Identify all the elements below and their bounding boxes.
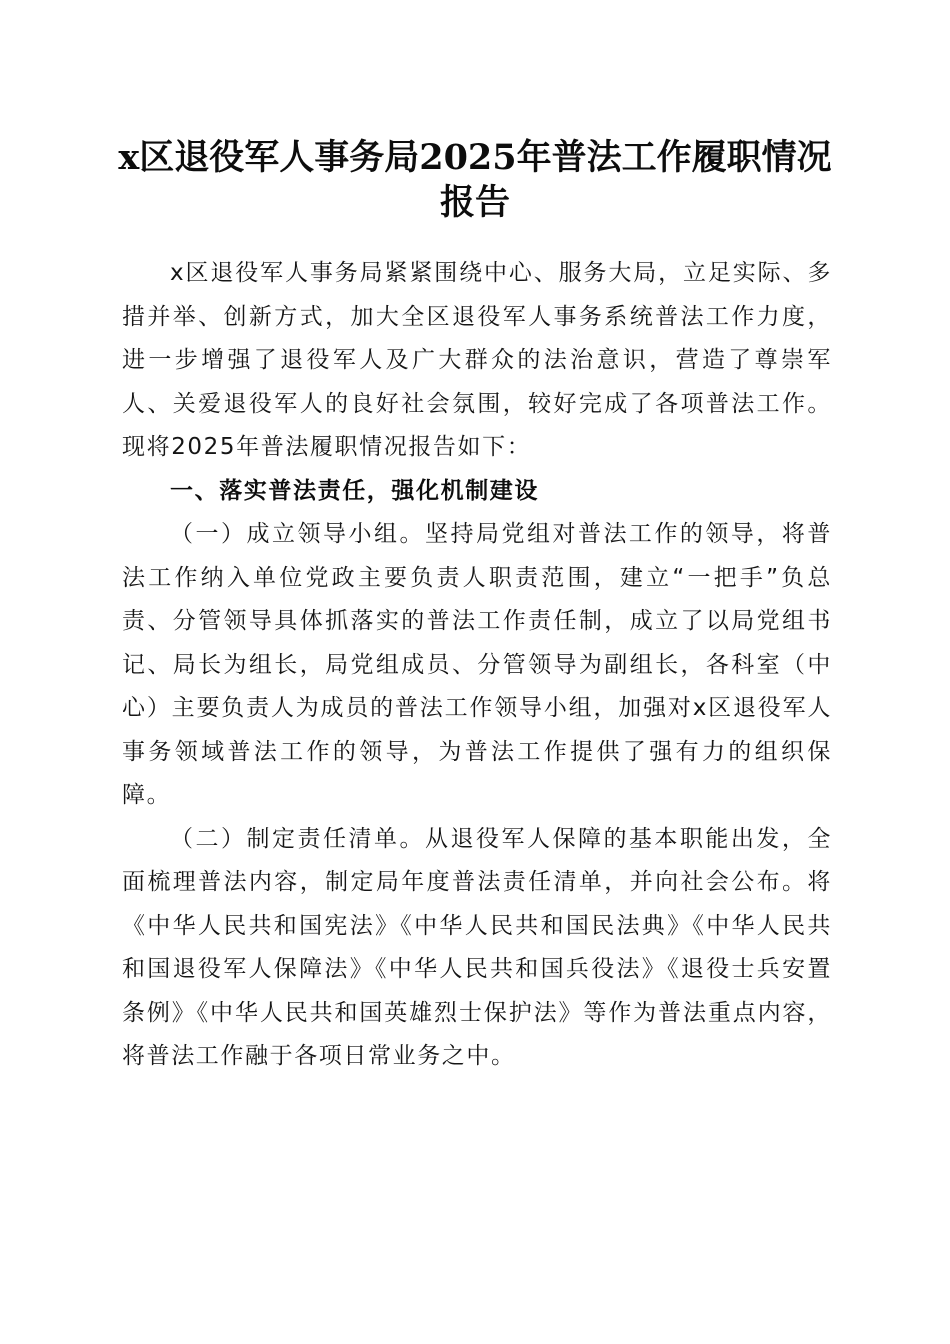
item-1-text: 坚持局党组对普法工作的领导，将普法工作纳入单位党政主要负责人职责范围，建立“一把手”负总责、分管领导具体抓落实的普法工作责任制，成立了以局党组书记、局长为组长，局党组成员、分管领导为副组长，各科室（中心）主要负责人为成员的普法工作领导小组，加强对x区退役军人事务领域普法工作的领导，为普法工作提供了强有力的组织保障。: [122, 521, 833, 808]
document-title-line-1: x区退役军人事务局2025年普法工作履职情况: [118, 137, 832, 178]
section-1-item-2: [122, 818, 832, 1079]
item-1-lead: （一）成立领导小组。: [170, 521, 425, 547]
section-1-item-1: [122, 513, 832, 818]
document-body: [122, 252, 832, 1079]
intro-paragraph: x区退役军人事务局紧紧围绕中心、服务大局，立足实际、多措并举、创新方式，加大全区退役军人事务系统普法工作力度，进一步增强了退役军人及广大群众的法治意识，营造了尊崇军人、关爱退役军人的良好社会氛围，较好完成了各项普法工作。现将2025年普法履职情况报告如下：: [122, 260, 832, 460]
section-1-heading: 一、落实普法责任，强化机制建设: [170, 477, 539, 504]
document-title-line-2: 报告: [439, 182, 510, 223]
item-2-lead: （二）制定责任清单。: [170, 825, 425, 852]
item-2-text: 从退役军人保障的基本职能出发，全面梳理普法内容，制定局年度普法责任清单，并向社会公布。将《中华人民共和国宪法》《中华人民共和国民法典》《中华人民共和国退役军人保障法》《中华人民共和国兵役法》《退役士兵安置条例》《中华人民共和国英雄烈士保护法》等作为普法重点内容，将普法工作融于各项日常业务之中。: [122, 825, 833, 1069]
